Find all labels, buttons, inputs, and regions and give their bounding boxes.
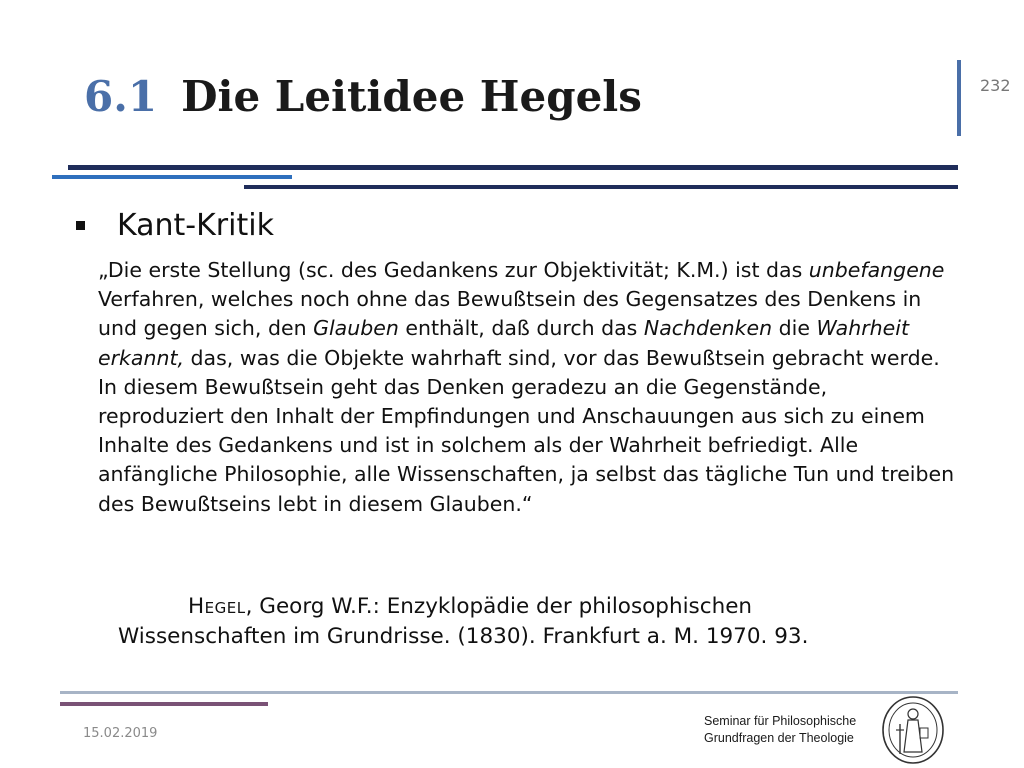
footer-accent-rule [60,702,268,706]
header-rule-blue [52,175,292,179]
title-text: Die Leitidee Hegels [181,72,642,121]
page-number: 232 [980,76,1011,95]
citation [118,592,938,651]
quote-text: Verfahren, welches noch ohne das Bewußtsein des Gegensatzes des Denkens in und gegen sich, den [98,287,922,341]
bullet-item [76,208,274,243]
quote-emphasis: unbefangene [808,258,945,282]
header-rule-dark [68,165,958,170]
seminar-line2: Grundfragen der Theologie [704,731,854,745]
bullet-label: Kant-Kritik [117,208,274,243]
title-vertical-bar [957,60,961,136]
header-rule-dark-lower [244,185,958,189]
hegel-quote [98,256,958,519]
quote-text: „Die erste Stellung (sc. des Gedankens zur Objektivität; K.M.) ist das [98,258,809,282]
citation-author: Hegel [188,594,246,619]
section-number: 6.1 [84,72,158,121]
footer-rule [60,691,958,694]
university-seal-icon [880,694,946,766]
quote-emphasis: Glauben [313,316,399,341]
citation-line1: , Georg W.F.: Enzyklopädie der philosophischen [245,594,753,619]
quote-emphasis: Wahrheit erkannt, [98,316,909,370]
citation-line2: Wissenschaften im Grundrisse. (1830). Frankfurt a. M. 1970. 93. [118,623,809,649]
square-bullet-icon [76,221,85,230]
quote-emphasis: Nachdenken [643,316,773,341]
seminar-name [704,713,856,747]
seminar-line1: Seminar für Philosophische [704,714,857,728]
quote-text: die [772,316,817,341]
slide-date: 15.02.2019 [83,726,158,741]
slide-title [84,72,642,121]
quote-text: enthält, daß durch das [398,316,644,341]
quote-text: das, was die Objekte wahrhaft sind, vor das Bewußtsein gebracht werde. In diesem Bewußtsein geht das Denken geradezu an die Gegenstände, reproduziert den Inhalt der Empfindungen und Anschauungen aus sich zu einem Inhalte des Gedankens und ist in solchem als der Wahrheit befriedigt. Alle anfängliche Philosophie, alle Wissenschaften, ja selbst das tägliche Tun und treiben des Bewußtseins lebt in diesem Glauben.“ [98,345,955,516]
